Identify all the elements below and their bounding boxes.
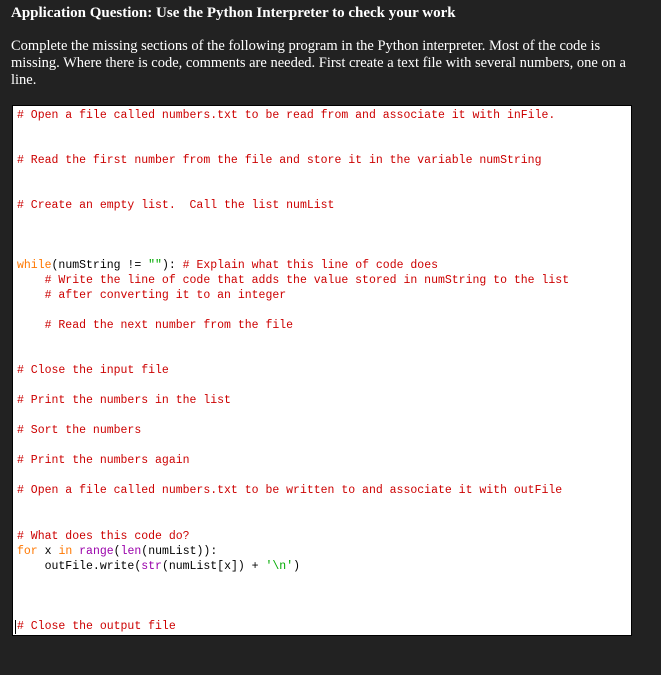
code-comment-close-output: # Close the output file (17, 620, 176, 633)
code-editor[interactable] (12, 105, 632, 636)
code-while-line: while(numString != ""): # Explain what this line of code does (17, 259, 439, 272)
instructions: Complete the missing sections of the following program in the Python interpreter. Most of the code is missing. Where there is code, comments are needed. First create a text file with several numbers, one on a line. (11, 38, 626, 88)
code-comment-read-first: # Read the first number from the file and store it in the variable numString (17, 154, 542, 167)
code-comment-close-input: # Close the input file (17, 364, 169, 377)
while-keyword: while (17, 259, 52, 272)
code-comment-create-list: # Create an empty list. Call the list numList (17, 199, 335, 212)
code-comment-open-write: # Open a file called numbers.txt to be written to and associate it with outFile (17, 484, 563, 497)
code-for-line: for x in range(len(numList)): (17, 545, 218, 558)
code-comment-what-does: # What does this code do? (17, 530, 190, 543)
code-comment-write-line: # Write the line of code that adds the value stored in numString to the list (17, 274, 570, 287)
code-comment-print-numbers: # Print the numbers in the list (17, 394, 231, 407)
code-comment-read-next: # Read the next number from the file (17, 319, 294, 332)
code-comment-after-convert: # after converting it to an integer (17, 289, 287, 302)
code-write-line: outFile.write(str(numList[x]) + '\n') (17, 560, 300, 573)
code-comment-print-again: # Print the numbers again (17, 454, 190, 467)
code-comment-open-file: # Open a file called numbers.txt to be read from and associate it with inFile. (17, 109, 556, 122)
code-comment-sort: # Sort the numbers (17, 424, 142, 437)
text-cursor (15, 620, 16, 634)
page-title: Application Question: Use the Python Interpreter to check your work (11, 5, 456, 21)
